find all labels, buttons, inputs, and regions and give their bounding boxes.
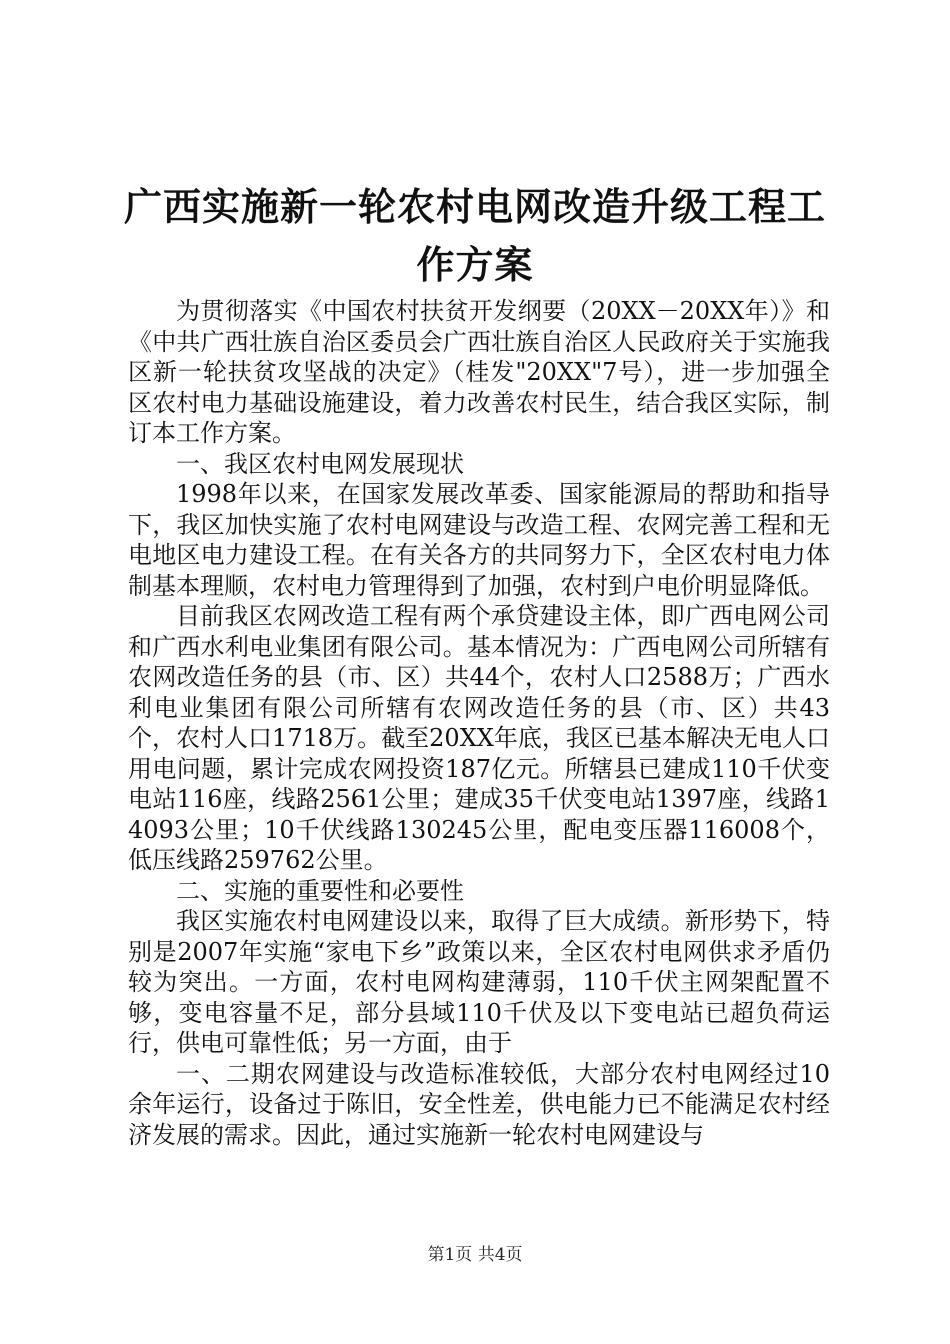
document-title: 广西实施新一轮农村电网改造升级工程工作方案	[123, 184, 826, 287]
section-heading-1: 一、我区农村电网发展现状	[176, 449, 464, 478]
paragraph-current-status: 目前我区农网改造工程有两个承贷建设主体，即广西电网公司和广西水利电业集团有限公司。基本情况为：广西电网公司所辖有农网改造任务的县（市、区）共44个，农村人口2588万；广西水利电业集团有限公司所辖有农网改造任务的县（市、区）共43个，农村人口1718万。截至20XX年底，我区已基本解决无电人口用电问题，累计完成农网投资187亿元。所辖县已建成110千伏变电站116座，线路2561公里；建成35千伏变电站1397座，线路14093公里；10千伏线路130245公里，配电变压器116008个，低压线路259762公里。	[128, 602, 830, 874]
paragraph-continuation: 一、二期农网建设与改造标准较低，大部分农村电网经过10余年运行，设备过于陈旧，安全性差，供电能力已不能满足农村经济发展的需求。因此，通过实施新一轮农村电网建设与	[128, 1059, 830, 1149]
section-heading-2: 二、实施的重要性和必要性	[176, 876, 464, 905]
paragraph-history: 1998年以来，在国家发展改革委、国家能源局的帮助和指导下，我区加快实施了农村电网建设与改造工程、农网完善工程和无电地区电力建设工程。在有关各方的共同努力下，全区农村电力体制基本理顺，农村电力管理得到了加强，农村到户电价明显降低。	[128, 480, 830, 600]
paragraph-importance: 我区实施农村电网建设以来，取得了巨大成绩。新形势下，特别是2007年实施“家电下乡”政策以来，全区农村电网供求矛盾仍较为突出。一方面，农村电网构建薄弱，110千伏主网架配置不够，变电容量不足，部分县域110千伏及以下变电站已超负荷运行，供电可靠性低；另一方面，由于	[128, 907, 830, 1057]
document-body	[128, 296, 830, 1150]
page-footer: 第1页 共4页	[427, 1245, 523, 1265]
paragraph-intro: 为贯彻落实《中国农村扶贫开发纲要（20XX－20XX年）》和《中共广西壮族自治区委员会广西壮族自治区人民政府关于实施我区新一轮扶贫攻坚战的决定》（桂发"20XX"7号），进一步加强全区农村电力基础设施建设，着力改善农村民生，结合我区实际，制订本工作方案。	[128, 297, 830, 447]
